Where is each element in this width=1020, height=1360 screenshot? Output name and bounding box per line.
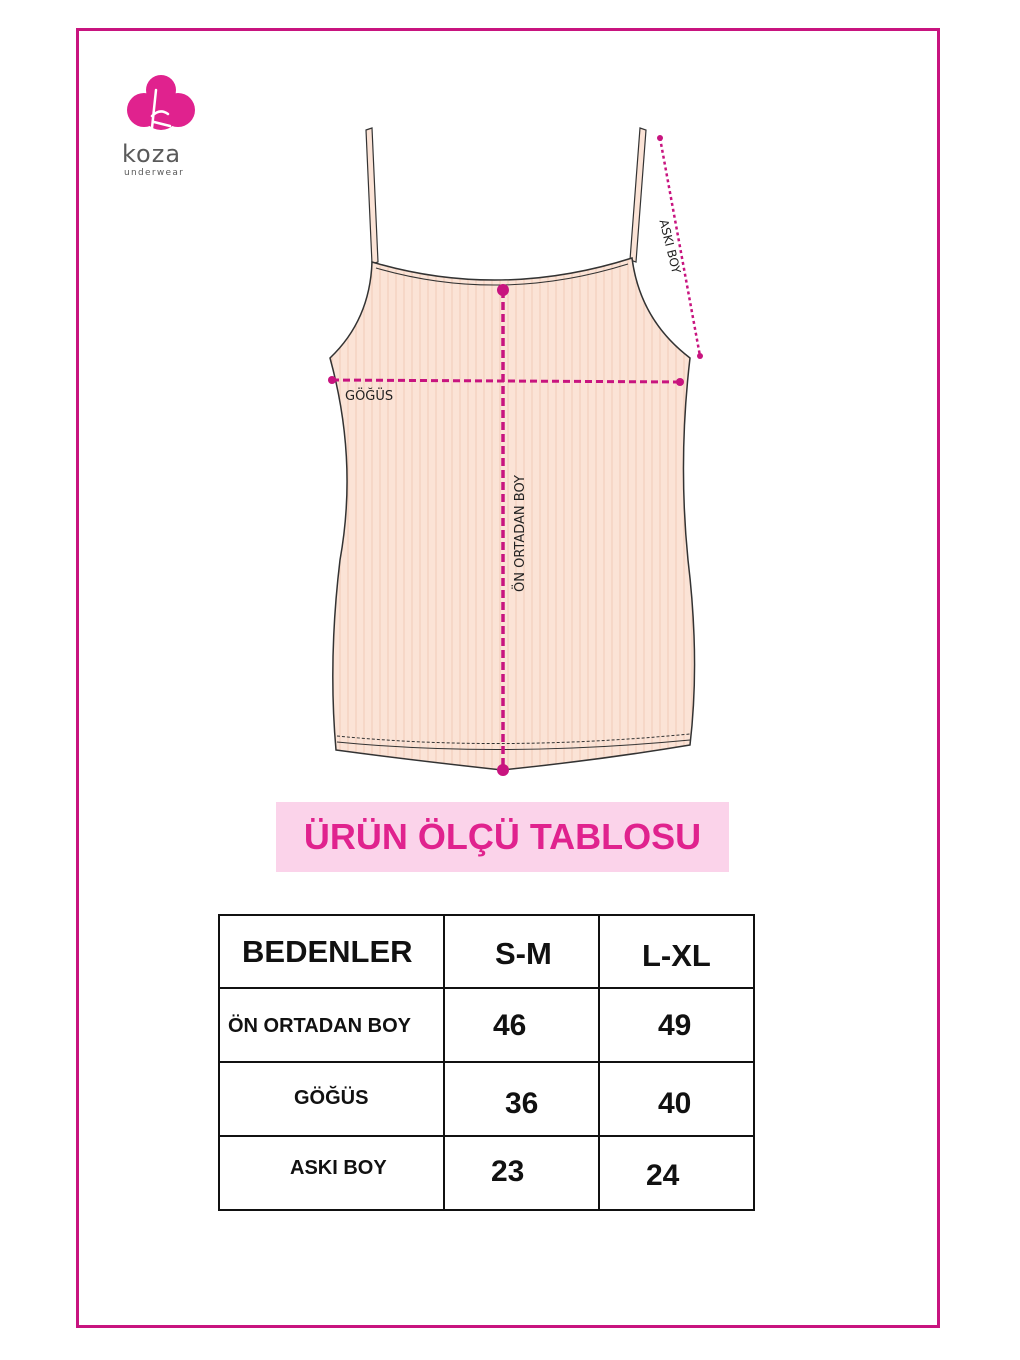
- row-value-l-xl: 40: [599, 1062, 754, 1136]
- header-sizes: BEDENLER: [219, 915, 444, 988]
- right-strap: [630, 128, 646, 262]
- row-label: GÖĞÜS: [219, 1062, 444, 1136]
- row-value-l-xl: 49: [599, 988, 754, 1062]
- row-label: ASKI BOY: [219, 1136, 444, 1210]
- strap-length-label: ASKI BOY: [656, 218, 684, 275]
- front-length-label: ÖN ORTADAN BOY: [513, 475, 528, 592]
- chest-label: GÖĞÜS: [345, 389, 394, 404]
- brand-tagline: underwear: [124, 168, 185, 178]
- brand-name: koza: [122, 140, 182, 168]
- table-row: [219, 1062, 754, 1136]
- row-value-s-m: 46: [444, 988, 599, 1062]
- row-label: ÖN ORTADAN BOY: [219, 988, 444, 1062]
- header-l-xl: L-XL: [599, 915, 754, 988]
- table-header-row: [219, 915, 754, 988]
- size-chart-title: ÜRÜN ÖLÇÜ TABLOSU: [303, 816, 702, 857]
- table-row: [219, 988, 754, 1062]
- row-value-s-m: 23: [444, 1136, 599, 1210]
- left-strap: [366, 128, 378, 264]
- row-value-l-xl: 24: [599, 1136, 754, 1210]
- row-value-s-m: 36: [444, 1062, 599, 1136]
- size-chart-title-box: [276, 802, 729, 872]
- table-row: [219, 1136, 754, 1210]
- header-s-m: S-M: [444, 915, 599, 988]
- size-table: [218, 914, 755, 1211]
